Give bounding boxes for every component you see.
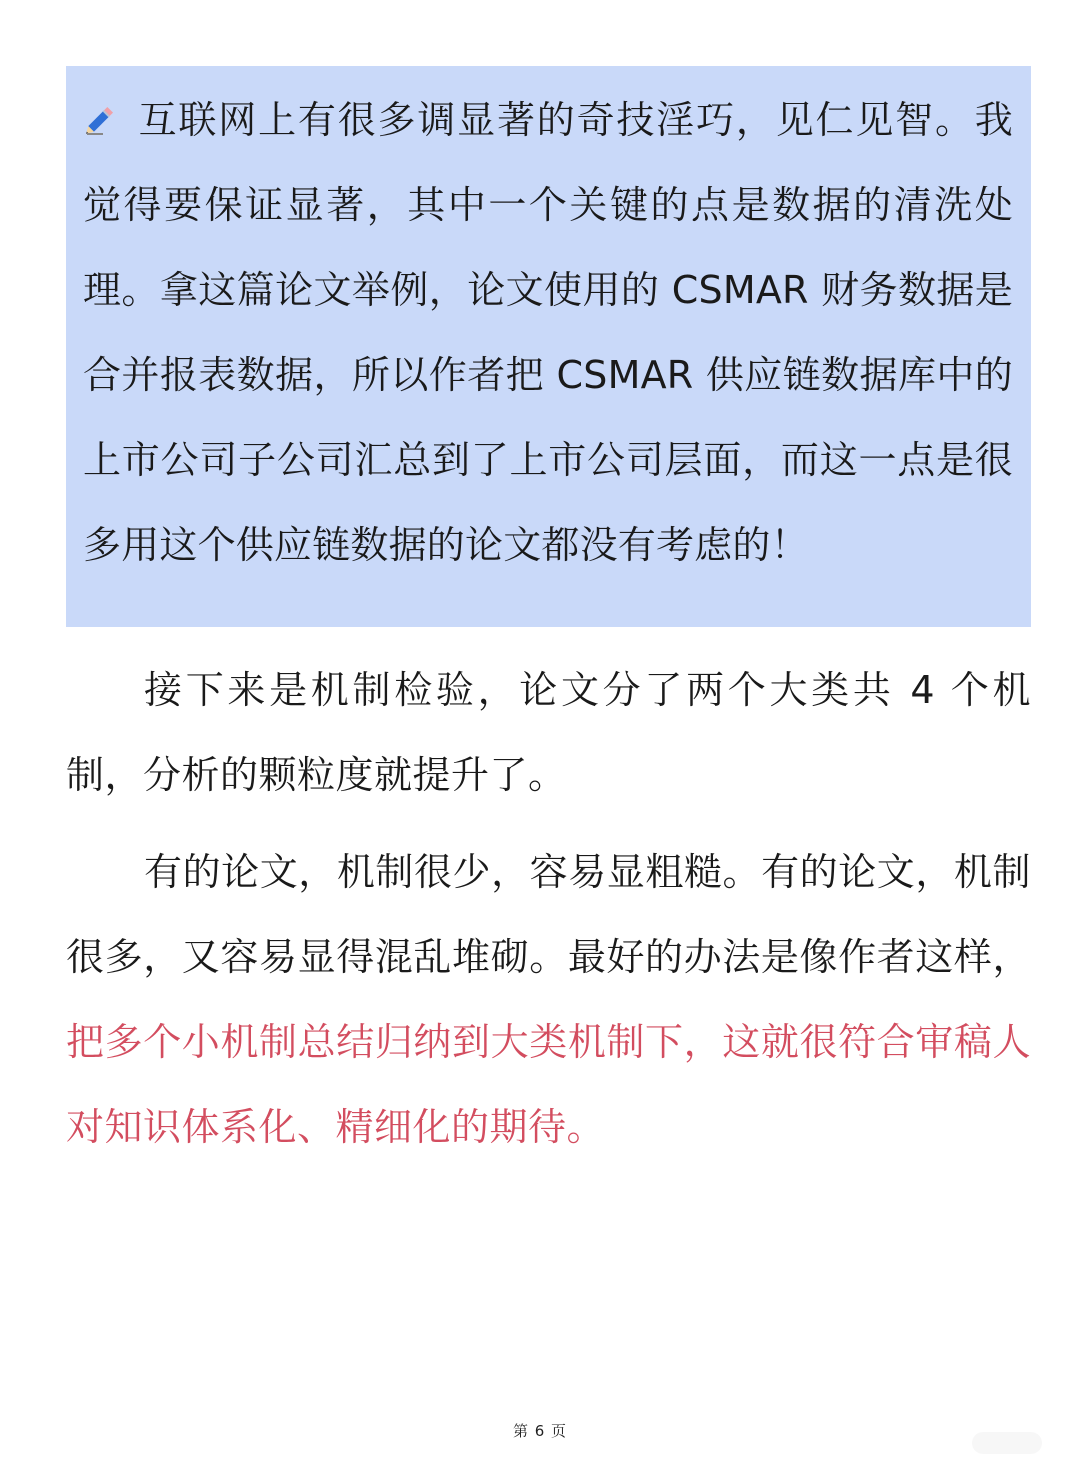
paragraph-mechanism bbox=[66, 648, 1031, 818]
callout-paragraph bbox=[83, 78, 1013, 588]
page-number: 第 6 页 bbox=[512, 1422, 568, 1440]
plain-text: 有的论文，机制很少，容易显粗糙。有的论文，机制很多，又容易显得混乱堆砌。最好的办法是像作者这样， bbox=[66, 850, 1031, 979]
callout-text: 互联网上有很多调显著的奇技淫巧，见仁见智。我觉得要保证显著，其中一个关键的点是数据的清洗处理。拿这篇论文举例，论文使用的 CSMAR 财务数据是合并报表数据，所以作者把 CSMAR 供应链数据库中的上市公司子公司汇总到了上市公司层面，而这一点是很多用这个供应链数据的论文都没有考虑的！ bbox=[83, 98, 1013, 567]
watermark bbox=[972, 1432, 1042, 1454]
highlighted-text: 把多个小机制总结归纳到大类机制下，这就很符合审稿人对知识体系化、精细化的期待。 bbox=[66, 1020, 1031, 1149]
paragraph-text: 接下来是机制检验，论文分了两个大类共 4 个机制，分析的颗粒度就提升了。 bbox=[66, 668, 1031, 797]
paragraph-text bbox=[66, 830, 1031, 1170]
paragraph-advice bbox=[66, 830, 1031, 1170]
callout-box bbox=[66, 66, 1031, 627]
pencil-icon bbox=[83, 82, 119, 118]
